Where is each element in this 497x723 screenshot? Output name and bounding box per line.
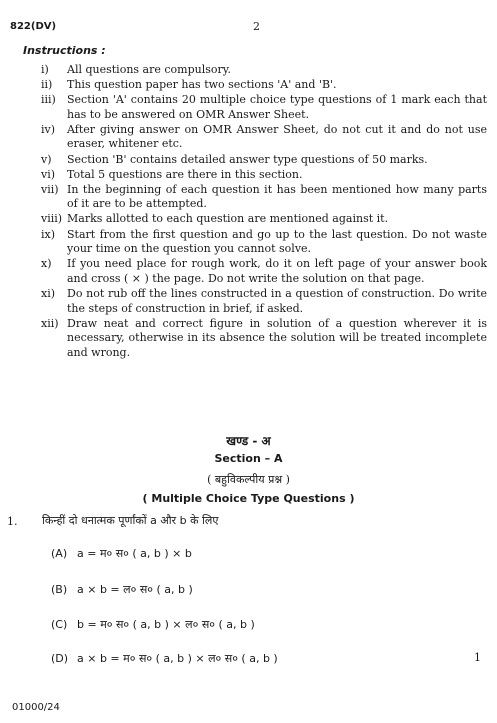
instructions-list <box>41 63 487 361</box>
option-text: a × b = ल० स० ( a, b ) <box>77 583 193 596</box>
instruction-text: Start from the first question and go up to the last question. Do not waste your time on the question you cannot solve. <box>67 227 487 256</box>
instruction-item <box>41 93 487 122</box>
option-label: (C) <box>51 618 68 631</box>
instructions-title: Instructions : <box>23 44 106 57</box>
option-c <box>51 617 255 632</box>
question-marks: 1 <box>474 651 481 664</box>
instruction-number: iv) <box>41 122 56 136</box>
question-text: किन्हीं दो धनात्मक पूर्णांकों a और b के लिए <box>42 514 219 527</box>
option-d <box>51 651 278 666</box>
footer-code: 01000/24 <box>12 702 60 713</box>
option-text: a × b = म० स० ( a, b ) × ल० स० ( a, b ) <box>77 652 278 665</box>
instruction-text: This question paper has two sections 'A' and 'B'. <box>67 78 337 92</box>
option-text: a = म० स० ( a, b ) × b <box>77 547 192 560</box>
instruction-item <box>41 287 487 316</box>
instruction-number: vi) <box>41 167 56 181</box>
instruction-number: iii) <box>41 93 56 107</box>
instruction-number: xi) <box>41 286 56 300</box>
instruction-number: v) <box>41 152 52 166</box>
option-label: (D) <box>51 652 69 665</box>
instruction-item <box>41 317 487 361</box>
option-b <box>51 582 193 597</box>
instruction-number: ix) <box>41 227 56 241</box>
instruction-text: Do not rub off the lines constructed in a question of construction. Do write the steps of construction in brief, if asked. <box>67 286 487 315</box>
instruction-text: Marks allotted to each question are mentioned against it. <box>67 212 389 226</box>
instruction-number: vii) <box>41 182 59 196</box>
instruction-item <box>41 183 487 212</box>
instruction-item <box>41 123 487 152</box>
instruction-text: Draw neat and correct figure in solution of a question wherever it is necessary, otherwise in its absence the solution will be treated incomplete and wrong. <box>67 316 487 359</box>
instruction-item <box>41 63 487 78</box>
instruction-number: i) <box>41 63 49 76</box>
option-text: b = म० स० ( a, b ) × ल० स० ( a, b ) <box>77 618 255 631</box>
instruction-text: Total 5 questions are there in this section. <box>67 167 303 181</box>
instruction-number: x) <box>41 257 52 271</box>
option-a <box>51 546 192 561</box>
instruction-text: All questions are compulsory. <box>67 63 232 76</box>
paper-code: 822(DV) <box>10 21 57 32</box>
instruction-text: Section 'A' contains 20 multiple choice type questions of 1 mark each that has to be answered on OMR Answer Sheet. <box>67 93 487 121</box>
question-number: 1. <box>7 515 18 528</box>
page-number: 2 <box>253 20 260 33</box>
instruction-text: In the beginning of each question it has been mentioned how many parts of it are to be attempted. <box>67 182 487 211</box>
instruction-number: xii) <box>41 316 59 330</box>
instruction-item <box>41 228 487 257</box>
option-label: (A) <box>51 547 68 560</box>
instruction-text: After giving answer on OMR Answer Sheet, do not cut it and do not use eraser, whitener etc. <box>67 122 487 151</box>
instruction-item <box>41 257 487 286</box>
instruction-number: viii) <box>41 212 63 226</box>
instruction-item <box>41 168 487 183</box>
section-subtitle-hindi: ( बहुविकल्पीय प्रश्न ) <box>207 473 290 486</box>
section-title-hindi: खण्ड - अ <box>226 434 271 448</box>
section-title-english: Section – A <box>214 452 283 465</box>
instruction-item <box>41 78 487 93</box>
option-label: (B) <box>51 583 68 596</box>
instruction-item <box>41 153 487 168</box>
instruction-item <box>41 212 487 227</box>
section-subtitle-english: ( Multiple Choice Type Questions ) <box>142 492 355 505</box>
instruction-number: ii) <box>41 78 53 92</box>
instruction-text: If you need place for rough work, do it on left page of your answer book and cross ( × ) the page. Do not write the solution on that page. <box>67 257 487 285</box>
instruction-text: Section 'B' contains detailed answer type questions of 50 marks. <box>67 152 428 166</box>
